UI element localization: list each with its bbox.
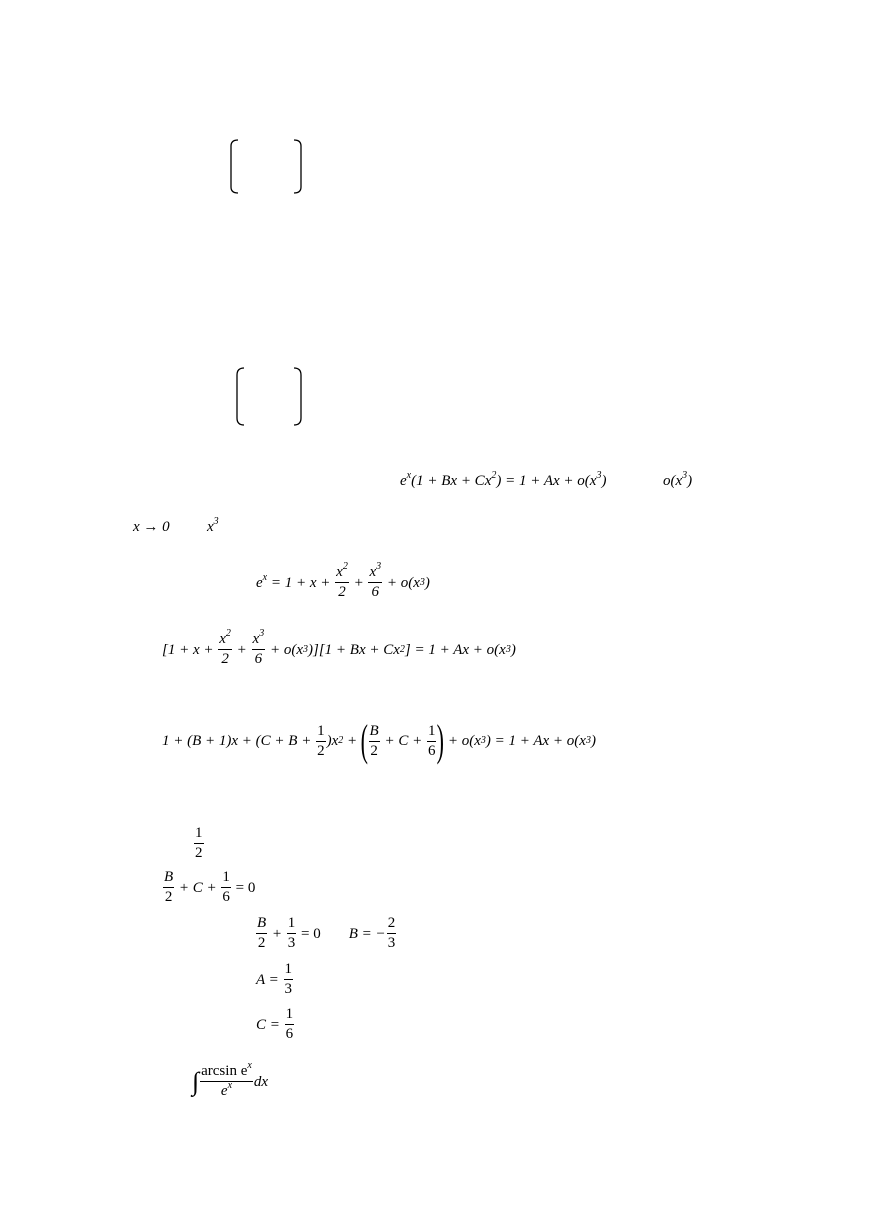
condition-equation-2: $\frac{B}{2}$ + $\frac{1}{3}$ = 0 B = − $\frac{2}{3}$ <box>257 915 396 951</box>
integral-expression: ∫ $\frac{\arcsin e^x}{e^x}$ dx <box>192 1060 268 1099</box>
x-cubed: $x^3$ <box>207 516 219 535</box>
fraction-one-half: $\frac{1}{2}$ <box>195 825 203 861</box>
fraction-x2-over-2: $\frac{x^2}{2}$ <box>336 561 348 600</box>
little-o-term: $o(x^3)$ <box>663 470 693 489</box>
collected-equation: 1 + (B + 1)x + (C + B + $\frac{1}{2}$ )x 2 + ( $\frac{B}{2}$ + C + $\frac{1}{6}$ ) + o(x 3 ) = 1 + Ax + o(x 3 ) <box>162 716 596 765</box>
answer-bracket-2[interactable] <box>234 366 304 428</box>
fraction-x3-over-6: $\frac{x^3}{6}$ <box>369 561 382 600</box>
C-value: C = $\frac{1}{6}$ <box>256 1006 294 1042</box>
equation-identity: $e^x(1 + Bx + Cx^2) = 1 + Ax + o(x^3)$ <box>400 470 607 489</box>
A-value: A = $\frac{1}{3}$ <box>256 961 293 997</box>
answer-bracket-1[interactable] <box>228 138 304 196</box>
exp-expansion: $e^x$ = 1 + x + $\frac{x^2}{2}$ + $\frac{x^3}{6}$ + o(x 3 ) <box>256 561 430 600</box>
limit-expression: x → 0 <box>133 519 170 535</box>
product-equation: [1 + x + $\frac{x^2}{2}$ + $\frac{x^3}{6}$ + o(x 3 )][1 + Bx + Cx 2 ] = 1 + Ax + o(x 3 ) <box>162 628 516 667</box>
condition-equation-1: $\frac{B}{2}$ + C + $\frac{1}{6}$ = 0 <box>164 869 256 905</box>
